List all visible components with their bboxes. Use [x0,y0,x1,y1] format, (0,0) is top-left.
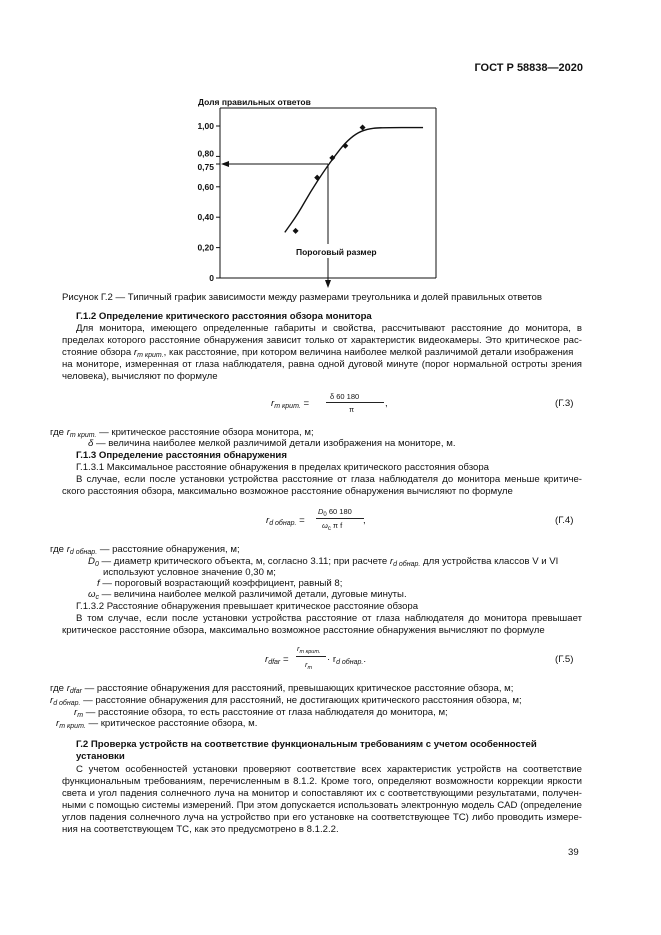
g2-line4: ными с помощью системы измерений. При этом допускается использовать электронную модель CAD (определение [62,800,582,811]
where2-line5: $\omega_c$ — величина наиболее мелкой различимой детали, дуговые минуты. [88,589,407,601]
g132-line2: критическое расстояние обзора, максимально возможное расстояние обнаружения вычисляют по формуле [62,625,545,636]
g132-title: Г.1.3.2 Расстояние обнаружения превышает критическое расстояние обзора [76,601,419,612]
y-tick-label: 0,40 [197,212,214,223]
chart [180,92,470,292]
where3-line1: где $r_{dfar}$ — расстояние обнаружения для расстояний, превышающих критическое расстояние обзора, м; [50,683,514,695]
y-tick-label: 1,00 [197,121,214,131]
eq3-number: (Г.3) [555,398,574,409]
data-point [293,228,299,234]
threshold-arrow-down [325,280,331,288]
threshold-arrow-left [221,161,229,167]
g12-line5: человека), вычисляют по формуле [62,371,218,382]
chart-ylabel: Доля правильных ответов [198,97,311,107]
eq4-number: (Г.4) [555,515,574,526]
g2-line3: света и угол падения солнечного луча на монитор и сопоставляют их с соответствующими результатами, получен- [62,788,582,799]
where2-line1: где $r_{d обнар.}$ — расстояние обнаружения, м; [50,544,240,556]
y-tick-label: 0,75 [197,162,214,172]
g2-line1: С учетом особенностей установки проверяют соответствие всех характеристик устройств на соответствие [76,764,582,775]
data-point [342,143,348,149]
standard-number: ГОСТ Р 58838—2020 [474,62,583,74]
g131-line1: В случае, если после установки устройства расстояние от глаза наблюдателя до монитора меньше критиче- [76,474,582,485]
g12-line1: Для монитора, имеющего определенные габариты и свойства, рассчитывают расстояние до монитора, в [76,323,582,334]
heading-g2-line2: установки [76,751,125,762]
heading-g13: Г.1.3 Определение расстояния обнаружения [76,450,287,461]
where1-line2: δ — величина наиболее мелкой различимой детали изображения на мониторе, м. [88,438,456,449]
g2-line5: углов падения солнечного луча на устройство при его установке на соответствующее ТС) либо проводить измере- [62,812,582,823]
g2-line6: ния на соответствующем ТС, как это предусмотрено в 8.1.2.2. [62,824,339,835]
data-point [314,175,320,181]
where3-line2: $r_{d обнар.}$ — расстояние обнаружения для расстояний, не достигающих критического расстояния обзора, м; [50,695,522,707]
g12-line2: пределах которого расстояние обнаружения зависит только от характеристик видеокамеры. Это критическое рас- [62,335,582,346]
where2-line2: $D_0$ — диаметр критического объекта, м, согласно 3.11; при расчете $r_{d обнар.}$ для устройства классов V и VI [88,556,559,568]
where1-line1: где $r_{m крит.}$ — критическое расстояние обзора монитора, м; [50,427,314,439]
g132-line1: В том случае, если после установки устройства расстояние от глаза наблюдателя до монитора превышает [76,613,582,624]
where3-line4: $r_{m крит.}$ — критическое расстояние обзора, м. [56,718,258,730]
g12-line4: на мониторе, измеренная от глаза наблюдателя, равна одной дуговой минуте (порог нормальной остроты зрения [62,359,582,370]
eq5-number: (Г.5) [555,654,574,665]
heading-g12: Г.1.2 Определение критического расстояния обзора монитора [76,311,372,322]
figure-caption: Рисунок Г.2 — Типичный график зависимости между размерами треугольника и долей правильных ответов [62,292,542,303]
y-tick-label: 0,80 [197,148,214,159]
page-number: 39 [568,847,579,858]
chart-xlabel: Пороговый размер [296,247,377,257]
g2-line2: функциональным требованиям, перечисленным в 8.1.2. Кроме того, определяют возможности коррекции яркости [62,776,582,787]
g131-title: Г.1.3.1 Максимальное расстояние обнаружения в пределах критического расстояния обзора [76,462,490,473]
where2-line4: f — пороговый возрастающий коэффициент, равный 8; [97,578,343,589]
heading-g2-line1: Г.2 Проверка устройств на соответствие функциональным требованиям с учетом особенностей [76,739,537,750]
where3-line3: $r_m$ — расстояние обзора, то есть расстояние от глаза наблюдателя до монитора, м; [74,707,448,719]
g131-line2: ского расстояния обзора, максимально возможное расстояние обнаружения вычисляют по формуле [62,486,513,497]
y-tick-label: 0,20 [197,242,214,253]
where2-line3: используют условное значение 0,30 м; [103,567,276,578]
g12-line3: стояние обзора $r_{m крит.}$, как расстояние, при котором величина наиболее мелкой различимой детали изображения [62,347,574,359]
y-tick-label: 0 [209,273,214,283]
fit-curve [285,128,423,233]
y-tick-label: 0,60 [197,181,214,192]
